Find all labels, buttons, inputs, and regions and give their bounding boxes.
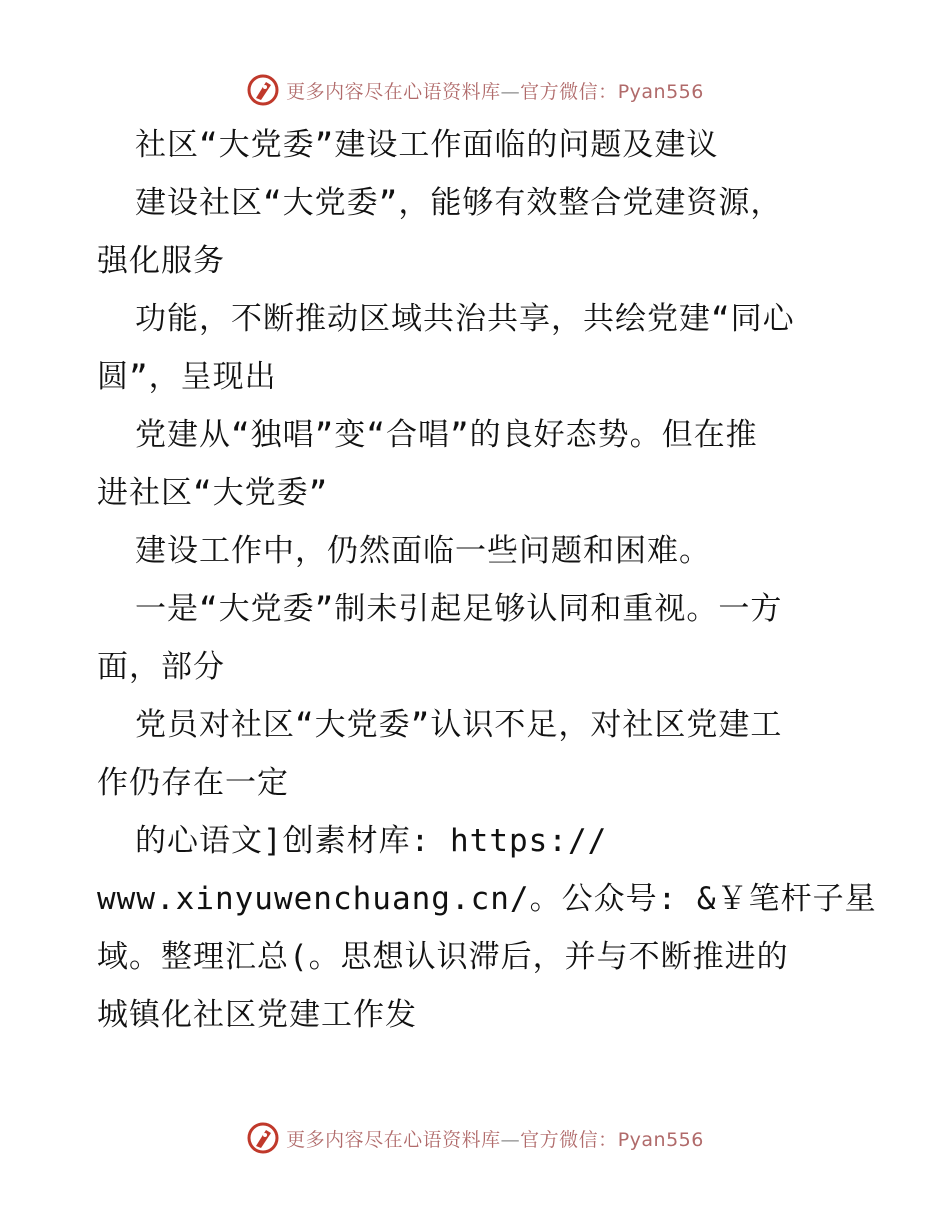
- document-line: www.xinyuwenchuang.cn/。公众号: &￥笔杆子星: [97, 881, 877, 917]
- pen-nib-circle-logo-icon: [246, 73, 280, 107]
- document-line: 进社区“大党委”: [97, 475, 329, 511]
- header-wechat-handle: Pyan556: [617, 80, 704, 103]
- document-line: 一是“大党委”制未引起足够认同和重视。一方: [135, 591, 783, 627]
- document-line: 的心语文]创素材库: https://: [135, 823, 608, 859]
- header-wechat-label: 官方微信：: [520, 80, 618, 103]
- document-line: 功能，不断推动区域共治共享，共绘党建“同心: [135, 301, 795, 337]
- document-line: 作仍存在一定: [97, 765, 289, 801]
- document-line: 党员对社区“大党委”认识不足，对社区党建工: [135, 707, 783, 743]
- document-line: 城镇化社区党建工作发: [97, 997, 417, 1033]
- footer-wechat-handle: Pyan556: [617, 1128, 704, 1151]
- footer-brand-text: 更多内容尽在心语资料库: [286, 1128, 501, 1151]
- footer-wechat-label: 官方微信：: [520, 1128, 618, 1151]
- document-line: 建设社区“大党委”，能够有效整合党建资源，: [135, 185, 783, 221]
- footer-banner-text: [286, 1125, 704, 1152]
- header-banner-text: [286, 77, 704, 104]
- pen-nib-circle-logo-icon: [246, 1121, 280, 1155]
- document-line: 建设工作中，仍然面临一些问题和困难。: [135, 533, 711, 569]
- document-line: 强化服务: [97, 243, 225, 279]
- header-dash: —: [500, 80, 521, 103]
- document-line: 面，部分: [97, 649, 225, 685]
- header-brand-text: 更多内容尽在心语资料库: [286, 80, 501, 103]
- document-line: 党建从“独唱”变“合唱”的良好态势。但在推: [135, 417, 758, 453]
- document-line: 圆”，呈现出: [97, 359, 277, 395]
- document-line: 域。整理汇总(。思想认识滞后，并与不断推进的: [97, 939, 789, 975]
- footer-banner: [0, 1118, 950, 1158]
- header-banner: [0, 70, 950, 110]
- document-body: [97, 116, 877, 1044]
- document-line: 社区“大党委”建设工作面临的问题及建议: [135, 127, 719, 163]
- footer-dash: —: [500, 1128, 521, 1151]
